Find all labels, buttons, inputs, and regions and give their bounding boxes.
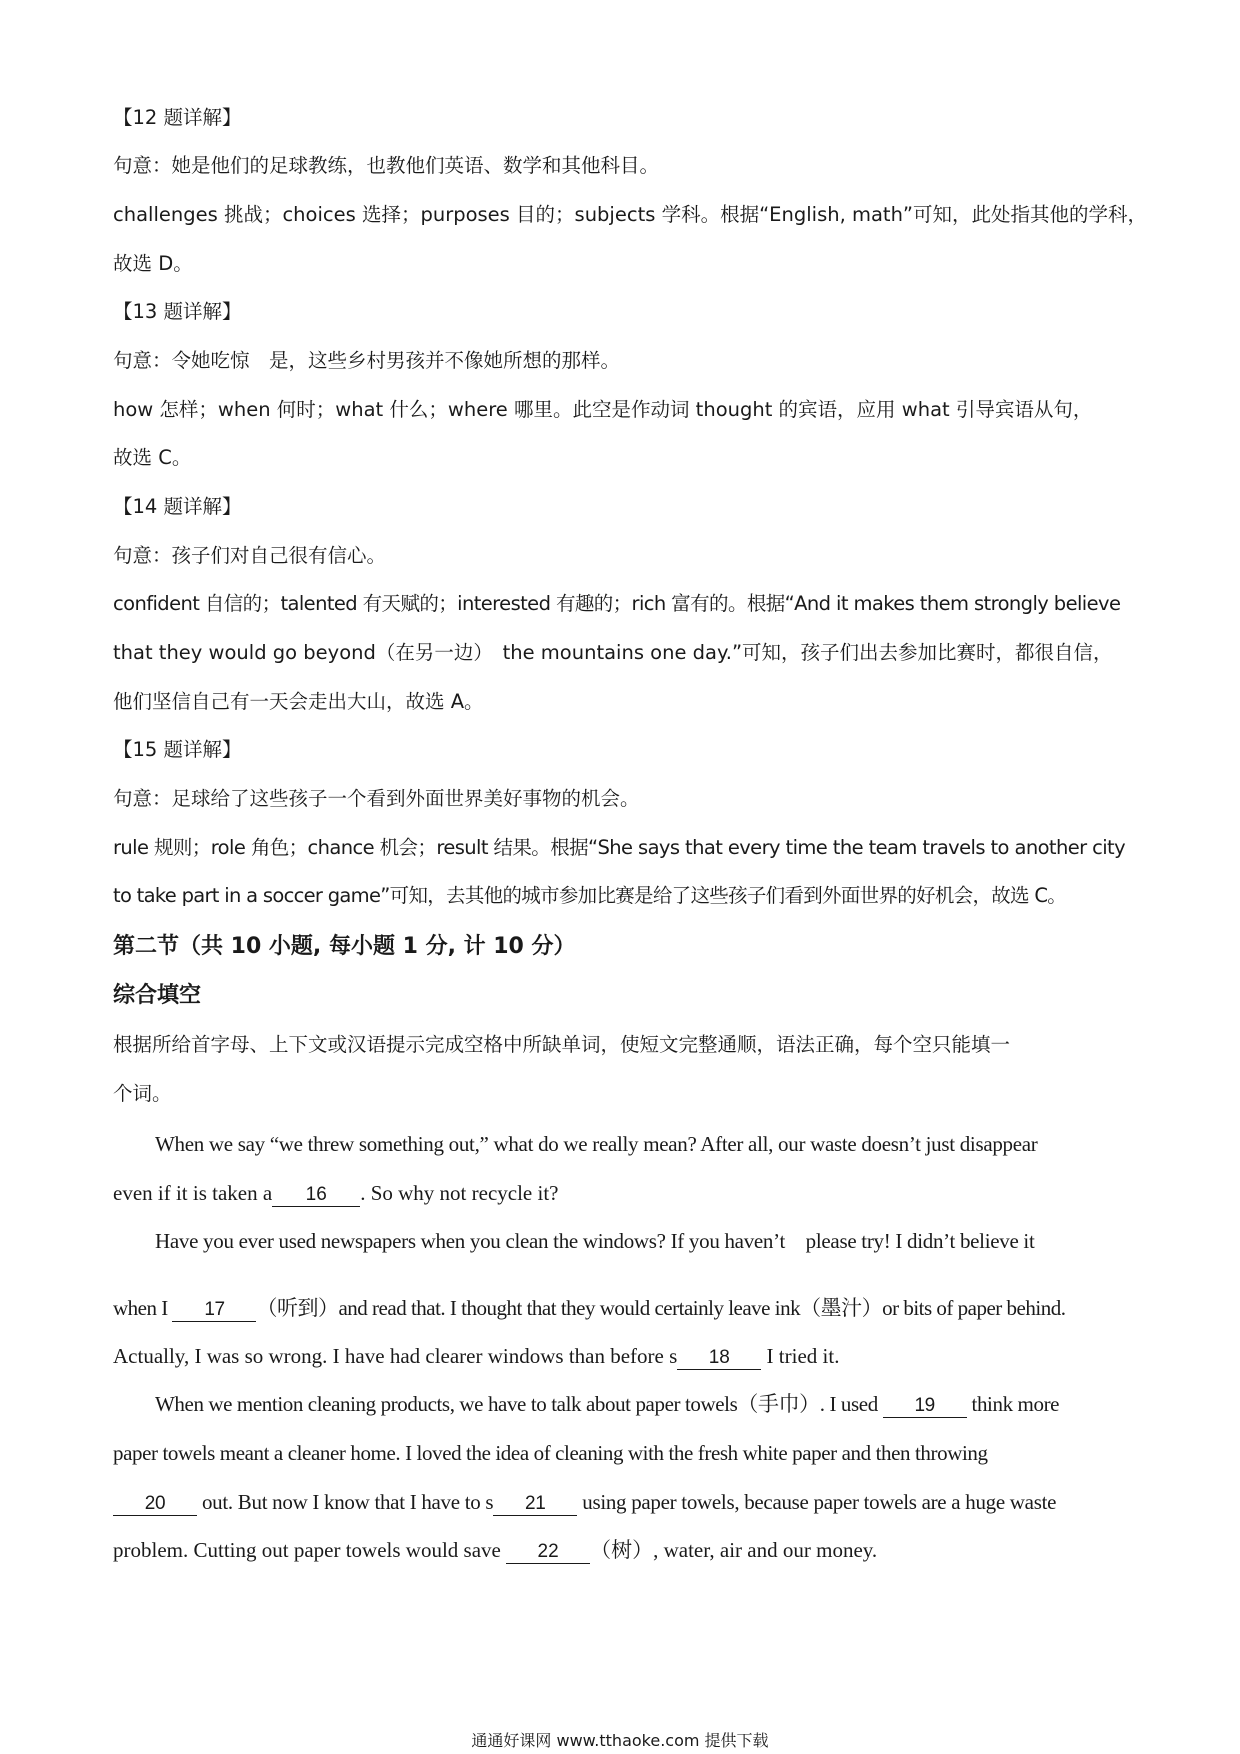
section-instructions-1: 根据所给首字母、上下文或汉语提示完成空格中所缺单词，使短文完整通顺，语法正确，每个空只能填一 (113, 1033, 1011, 1056)
q13-explain-1: how 怎样；when 何时；what 什么；where 哪里。此空是作动词 thought 的宾语，应用 what 引导宾语从句， (113, 398, 1093, 421)
q15-explain-2: to take part in a soccer game”可知，去其他的城市参加比赛是给了这些孩子们看到外面世界的好机会，故选 C。 (113, 884, 1067, 907)
q14-header: 【14 题详解】 (113, 495, 242, 518)
passage-p2-line-3 (113, 1342, 1133, 1370)
q15-meaning: 句意：足球给了这些孩子一个看到外面世界美好事物的机会。 (113, 787, 640, 810)
q13-explain-2: 故选 C。 (113, 446, 192, 469)
q13-meaning: 句意：令她吃惊 是，这些乡村男孩并不像她所想的那样。 (113, 349, 621, 372)
passage-text: when I (113, 1296, 173, 1320)
q12-explain-2: 故选 D。 (113, 252, 193, 275)
q15-explain-1: rule 规则；role 角色；chance 机会；result 结果。根据“She says that every time the team travels to another city (113, 836, 1126, 859)
q15-header: 【15 题详解】 (113, 738, 242, 761)
blank-18[interactable]: 18 (677, 1347, 761, 1370)
passage-text: problem. Cutting out paper towels would save (113, 1538, 507, 1562)
passage-p1-line-1: When we say “we threw something out,” what do we really mean? After all, our waste doesn’t just disappear (155, 1132, 1038, 1156)
passage-text: When we mention cleaning products, we have to talk about paper towels（手巾）. I used (155, 1392, 883, 1416)
passage-p1-line-2 (113, 1179, 1133, 1207)
section-title: 第二节（共 10 小题, 每小题 1 分, 计 10 分） (113, 934, 576, 959)
passage-p2-line-2 (113, 1294, 1133, 1322)
section-subtitle: 综合填空 (113, 983, 202, 1008)
passage-text: I tried it. (761, 1344, 840, 1368)
blank-16[interactable]: 16 (272, 1184, 360, 1207)
passage-text: Actually, I was so wrong. I have had clearer windows than before s (113, 1344, 678, 1368)
passage-text: even if it is taken a (113, 1181, 273, 1205)
q12-explain-1: challenges 挑战；choices 选择；purposes 目的；subjects 学科。根据“English, math”可知，此处指其他的学科， (113, 203, 1148, 226)
passage-text: （树）, water, air and our money. (590, 1538, 878, 1562)
q12-meaning: 句意：她是他们的足球教练，也教他们英语、数学和其他科目。 (113, 154, 660, 177)
passage-text: out. But now I know that I have to s (197, 1490, 494, 1514)
passage-p3-line-2: paper towels meant a cleaner home. I loved the idea of cleaning with the fresh white paper and then throwing (113, 1441, 988, 1465)
q14-explain-1: confident 自信的；talented 有天赋的；interested 有趣的；rich 富有的。根据“And it makes them strongly believe (113, 592, 1121, 615)
q14-explain-3: 他们坚信自己有一天会走出大山，故选 A。 (113, 690, 484, 713)
passage-text: （听到）and read that. I thought that they would certainly leave ink（墨汁）or bits of paper behind. (256, 1296, 1066, 1320)
page-footer: 通通好课网 www.tthaoke.com 提供下载 (471, 1731, 769, 1750)
passage-text: . So why not recycle it? (360, 1181, 559, 1205)
q14-explain-2: that they would go beyond（在另一边） the mountains one day.”可知，孩子们出去参加比赛时，都很自信， (113, 641, 1113, 664)
passage-text: think more (966, 1392, 1060, 1416)
blank-22[interactable]: 22 (506, 1541, 590, 1564)
q13-header: 【13 题详解】 (113, 300, 242, 323)
blank-17[interactable]: 17 (172, 1299, 256, 1322)
passage-text: using paper towels, because paper towels are a huge waste (577, 1490, 1057, 1514)
q12-header: 【12 题详解】 (113, 106, 242, 129)
passage-p3-line-1 (155, 1390, 1175, 1418)
passage-p3-line-3 (113, 1488, 1133, 1516)
section-instructions-2: 个词。 (113, 1082, 172, 1105)
blank-20[interactable]: 20 (113, 1493, 197, 1516)
passage-p3-line-4 (113, 1536, 1133, 1564)
passage-p2-line-1: Have you ever used newspapers when you clean the windows? If you haven’t please try! I didn’t believe it (155, 1229, 1035, 1253)
blank-21[interactable]: 21 (493, 1493, 577, 1516)
blank-19[interactable]: 19 (883, 1395, 967, 1418)
q14-meaning: 句意：孩子们对自己很有信心。 (113, 544, 387, 567)
